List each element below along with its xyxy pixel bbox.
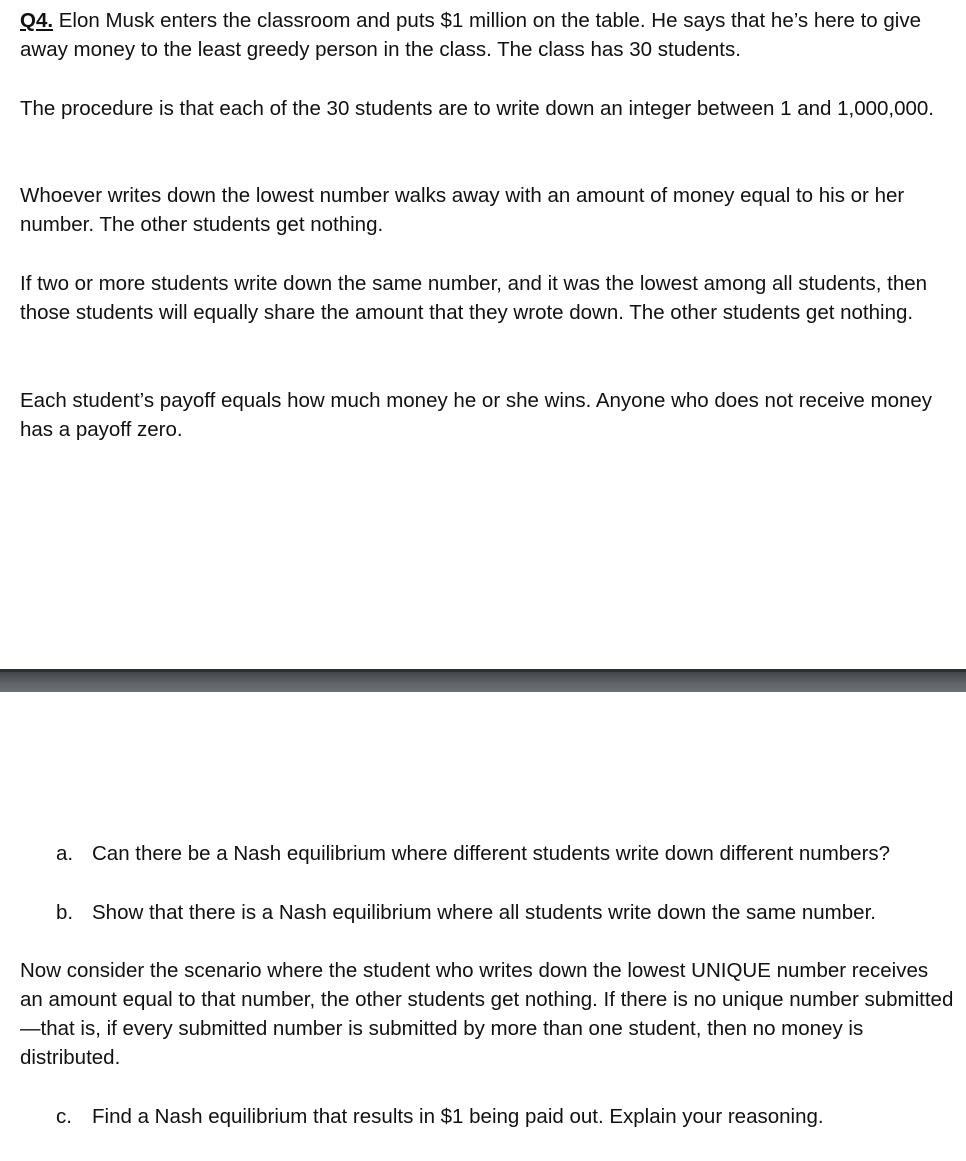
tie-rule-paragraph: If two or more students write down the same number, and it was the lowest among all students, then those students will equally share the amount that they wrote down. The other students get nothing. (20, 272, 928, 324)
question-number: Q4. (20, 9, 54, 32)
part-b (56, 898, 956, 927)
part-c-marker: c. (56, 1105, 72, 1128)
part-c-text: Find a Nash equilibrium that results in $1 being paid out. Explain your reasoning. (92, 1105, 824, 1128)
procedure-paragraph: The procedure is that each of the 30 students are to write down an integer between 1 and 1,000,000. (20, 97, 935, 120)
scenario-paragraph: Now consider the scenario where the student who writes down the lowest UNIQUE number receives an amount equal to that number, the other students get nothing. If there is no unique number submitted—that is, if every submitted number is submitted by more than one student, then no money is distributed. (20, 959, 954, 1069)
intro-text: Elon Musk enters the classroom and puts $1 million on the table. He says that he’s here to give away money to the least greedy person in the class. The class has 30 students. (20, 9, 921, 61)
page-divider (0, 669, 966, 692)
part-a (56, 839, 956, 868)
question-intro (20, 6, 955, 64)
part-a-text: Can there be a Nash equilibrium where different students write down different numbers? (92, 842, 891, 865)
part-b-text: Show that there is a Nash equilibrium where all students write down the same number. (92, 901, 876, 924)
part-b-marker: b. (56, 901, 74, 924)
part-a-marker: a. (56, 842, 74, 865)
lowest-rule-paragraph: Whoever writes down the lowest number walks away with an amount of money equal to his or her number. The other students get nothing. (20, 184, 905, 236)
page-divider-edge (0, 669, 966, 672)
payoff-rule-paragraph: Each student’s payoff equals how much money he or she wins. Anyone who does not receive money has a payoff zero. (20, 389, 933, 441)
part-c (56, 1102, 956, 1131)
